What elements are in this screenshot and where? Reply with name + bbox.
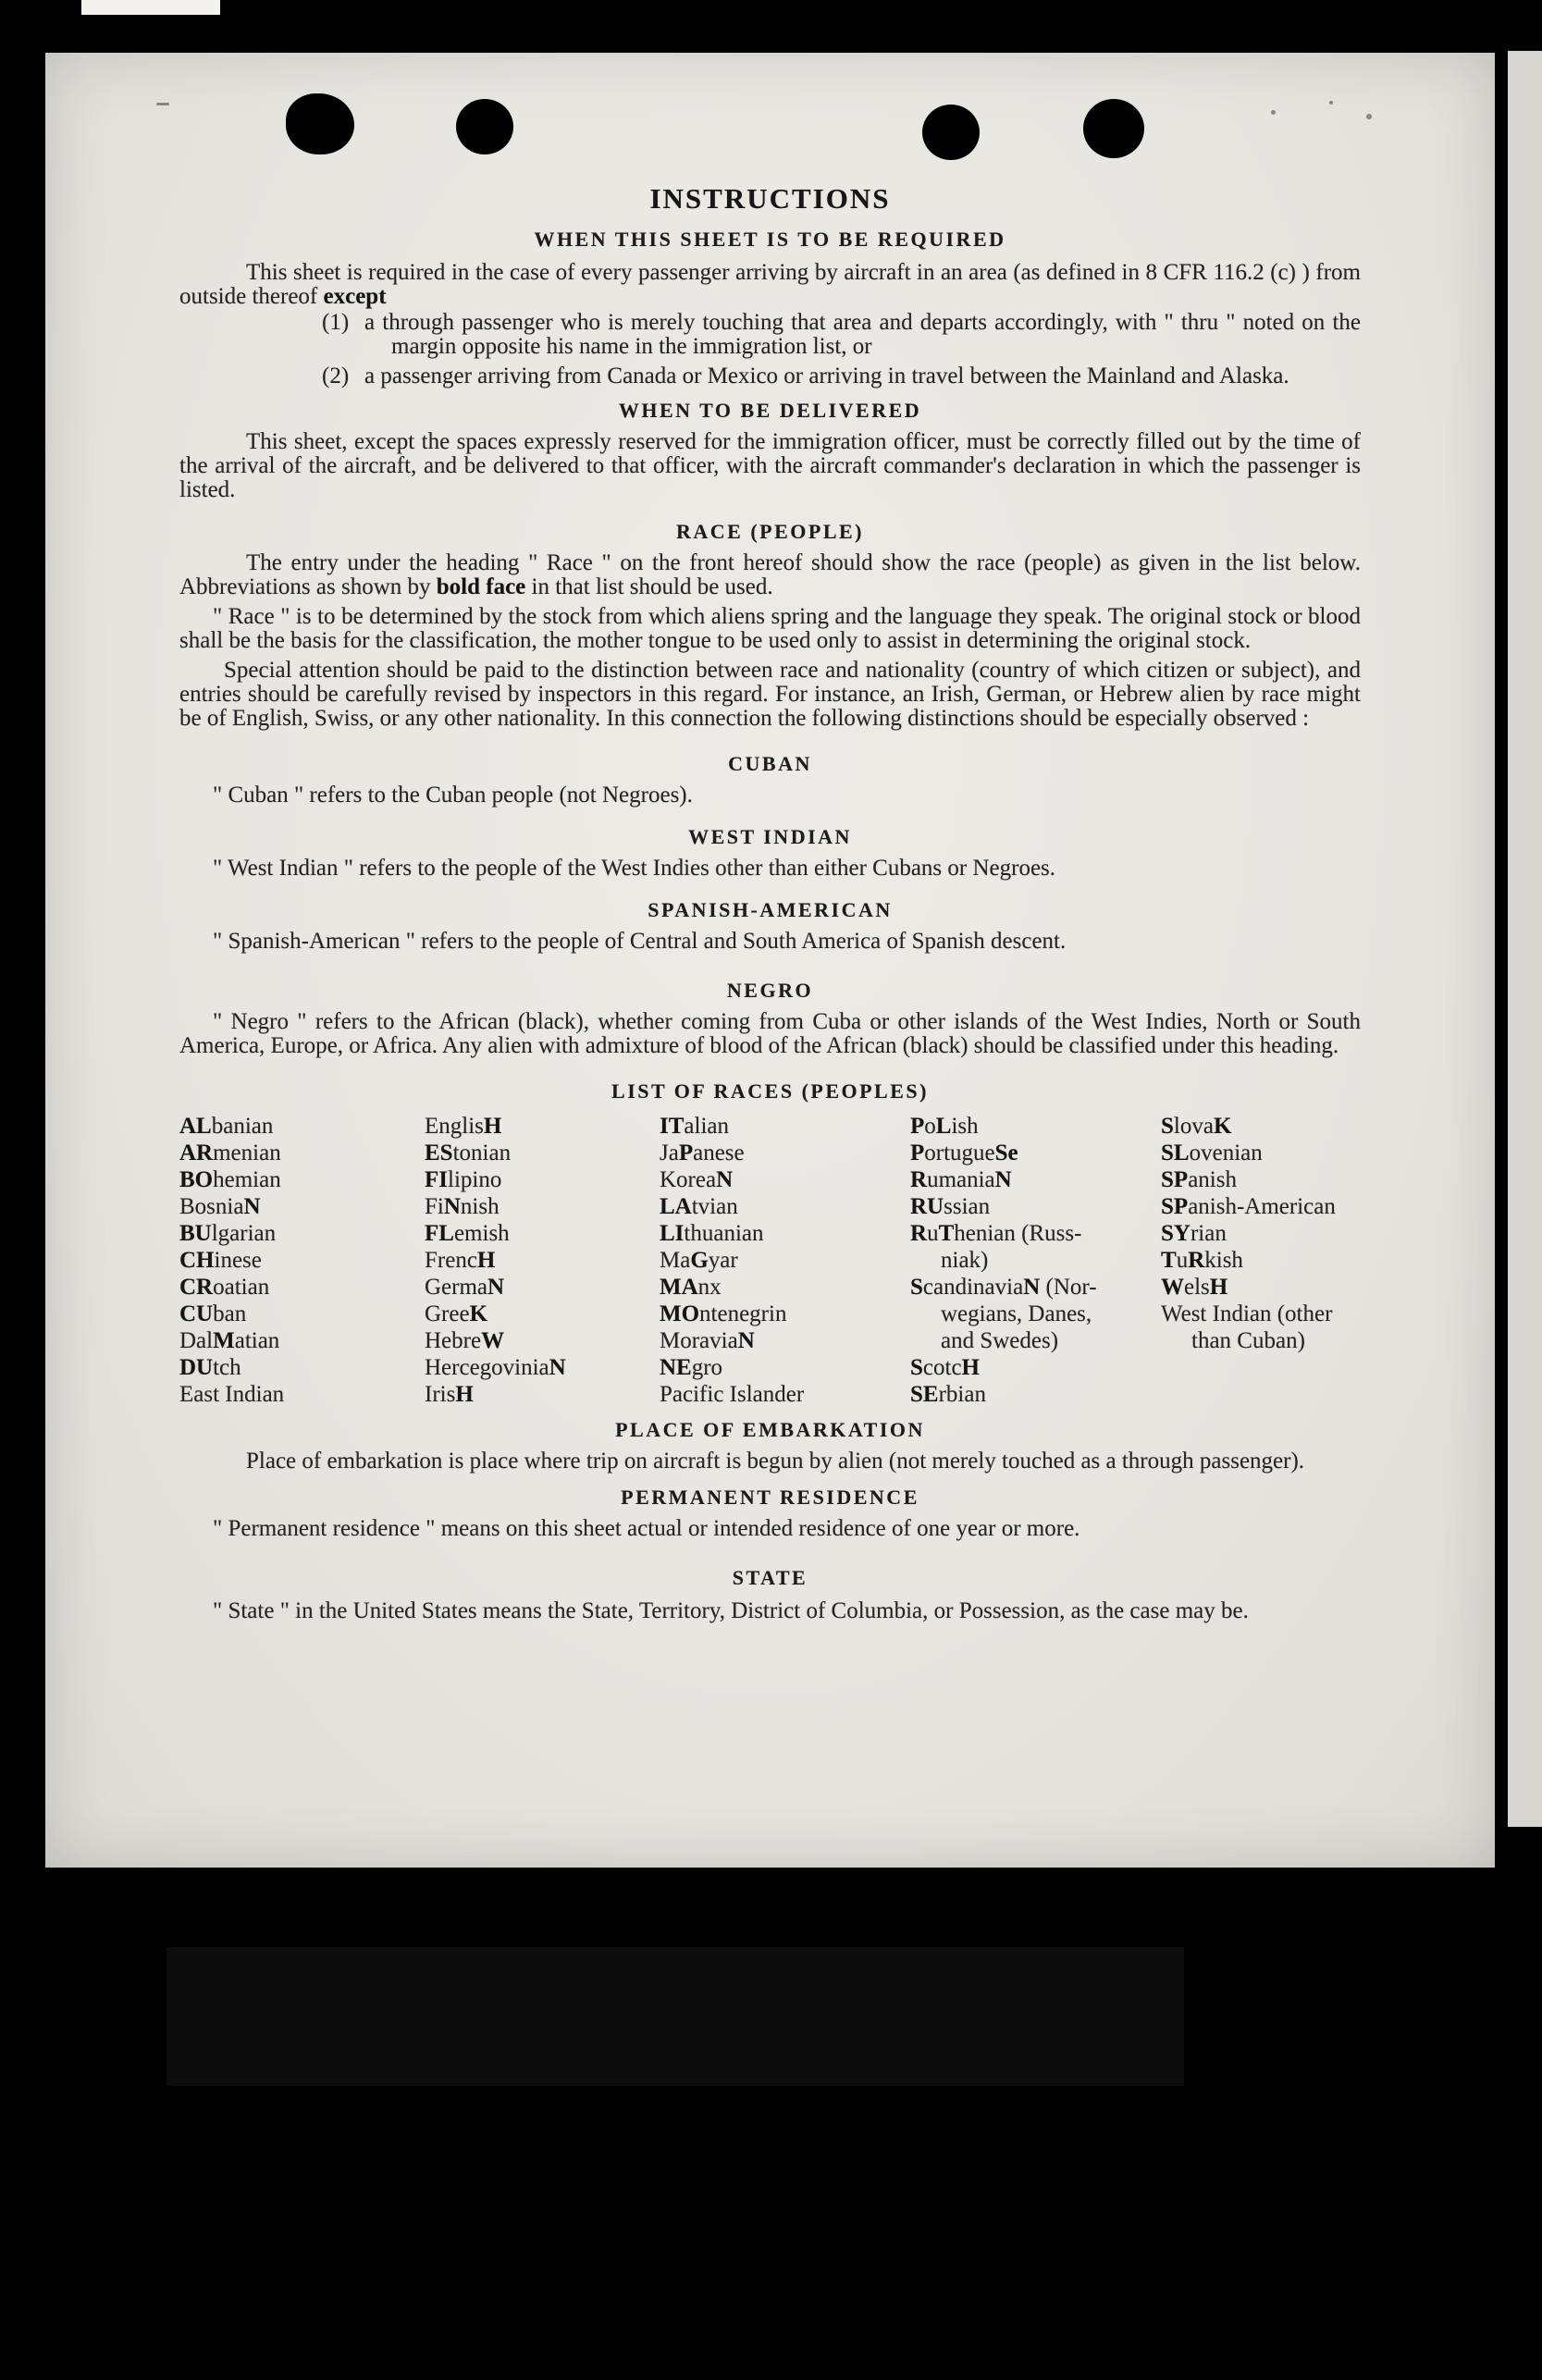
race-entry: RuThenian (Russ- [910, 1221, 1082, 1246]
race-entry: EnglisH [425, 1114, 502, 1139]
race-entry: MoraviaN [660, 1328, 755, 1353]
paragraph-embarkation: Place of embarkation is place where trip on aircraft is begun by alien (not merely touched as a through passenger). [246, 1449, 1305, 1474]
race-entry: BosniaN [179, 1194, 261, 1219]
race-entry: ARmenian [179, 1141, 281, 1165]
race-entry: MaGyar [660, 1248, 738, 1273]
race-entry: ScandinaviaN (Nor- [910, 1275, 1097, 1300]
race-entry: EStonian [425, 1141, 512, 1165]
section-heading-race: RACE (PEOPLE) [676, 520, 864, 543]
race-entry: CUban [179, 1301, 247, 1326]
paragraph-race-1: The entry under the heading " Race " on the front hereof should show the race (people) as given in the list below. Abbreviations as shown by bold face in that list should be used. [179, 550, 1361, 599]
race-entry: HercegoviniaN [425, 1355, 566, 1380]
race-entry: Pacific Islander [660, 1382, 805, 1407]
section-heading-when-delivered: WHEN TO BE DELIVERED [618, 399, 922, 422]
section-heading-residence: PERMANENT RESIDENCE [621, 1486, 919, 1509]
race-entry: RUssian [910, 1194, 991, 1219]
definition-body-spanish-american: " Spanish-American " refers to the people of Central and South America of Spanish descent. [213, 929, 1067, 954]
race-entry: FrencH [425, 1248, 496, 1273]
race-entry: FLemish [425, 1221, 510, 1246]
paragraph-when-delivered: This sheet, except the spaces expressly reserved for the immigration officer, must be correctly filled out by the time of the arrival of the aircraft, and be delivered to that officer, with the aircraft commander's declaration in which the passenger is listed. [179, 429, 1361, 502]
race-entry: IrisH [425, 1382, 474, 1407]
document-title: INSTRUCTIONS [649, 182, 891, 215]
race-entry: JaPanese [660, 1141, 745, 1165]
section-heading-state: STATE [732, 1566, 808, 1589]
race-entry: SLovenian [1161, 1141, 1263, 1165]
race-entry: SPanish-American [1161, 1194, 1336, 1219]
race-entry: CRoatian [179, 1275, 270, 1300]
race-entry: LIthuanian [660, 1221, 764, 1246]
race-entry: GermaN [425, 1275, 505, 1300]
paragraph-race-2: " Race " is to be determined by the stock from which aliens spring and the language they speak. The original stock or blood shall be the basis for the classification, the mother tongue to be used only to assist in determining the original stock. [179, 604, 1361, 653]
paragraph-race-3: Special attention should be paid to the distinction between race and nationality (country of which citizen or subject), and entries should be carefully revised by inspectors in this regard. For instance, an Irish, German, or Hebrew alien by race might be of English, Swiss, or any other nationality. In this connection the following distinctions should be especially observed : [179, 658, 1361, 731]
races-list [179, 1113, 1361, 1408]
definition-heading-negro: NEGRO [726, 979, 814, 1002]
definition-body-cuban: " Cuban " refers to the Cuban people (not Negroes). [213, 783, 693, 808]
races-column-5 [1161, 1113, 1361, 1408]
race-entry: SPanish [1161, 1167, 1237, 1192]
race-entry: SErbian [910, 1382, 986, 1407]
section-heading-embarkation: PLACE OF EMBARKATION [615, 1418, 925, 1441]
race-entry: MAnx [660, 1275, 722, 1300]
section-heading-list-of-races: LIST OF RACES (PEOPLES) [611, 1079, 929, 1103]
race-entry: niak) [941, 1248, 989, 1273]
race-entry: RumaniaN [910, 1167, 1012, 1192]
definition-heading-spanish-american: SPANISH-AMERICAN [648, 898, 893, 921]
race-entry: PortugueSe [910, 1141, 1018, 1165]
race-entry: BUlgarian [179, 1221, 277, 1246]
race-entry: LAtvian [660, 1194, 738, 1219]
race-entry: TuRkish [1161, 1248, 1243, 1273]
race-entry: PoLish [910, 1114, 979, 1139]
race-entry: SYrian [1161, 1221, 1227, 1246]
race-entry: ITalian [660, 1114, 729, 1139]
race-entry: KoreaN [660, 1167, 734, 1192]
races-column-4 [910, 1113, 1161, 1408]
race-entry: BOhemian [179, 1167, 281, 1192]
scan-speck [1366, 114, 1372, 119]
race-entry: than Cuban) [1191, 1328, 1305, 1353]
race-entry: NEgro [660, 1355, 723, 1380]
paragraph-when-required: This sheet is required in the case of every passenger arriving by aircraft in an area (as defined in 8 CFR 116.2 (c) ) from outside thereof except [179, 260, 1361, 309]
definition-body-west-indian: " West Indian " refers to the people of the West Indies other than either Cubans or Negroes. [213, 856, 1056, 881]
race-entry: HebreW [425, 1328, 505, 1353]
race-entry: SlovaK [1161, 1114, 1232, 1139]
definition-heading-cuban: CUBAN [728, 752, 812, 775]
race-entry: FIlipino [425, 1167, 502, 1192]
race-entry: FiNnish [425, 1194, 500, 1219]
list-item-1 [322, 310, 1361, 359]
race-entry: and Swedes) [941, 1328, 1059, 1353]
definition-body-negro: " Negro " refers to the African (black), whether coming from Cuba or other islands of the West Indies, North or South America, Europe, or Africa. Any alien with admixture of blood of the African (black) should be classified under this heading. [179, 1009, 1361, 1058]
section-heading-when-required: WHEN THIS SHEET IS TO BE REQUIRED [534, 228, 1006, 251]
race-entry: ALbanian [179, 1114, 274, 1139]
race-entry: ScotcH [910, 1355, 980, 1380]
item-number: (2) [322, 364, 350, 388]
document-page [45, 53, 1495, 1868]
race-entry: wegians, Danes, [941, 1301, 1092, 1326]
scan-speck [156, 103, 169, 105]
race-entry: DalMatian [179, 1328, 280, 1353]
scan-artifact [167, 1947, 1184, 2086]
race-entry: West Indian (other [1161, 1301, 1333, 1326]
paragraph-residence: " Permanent residence " means on this sheet actual or intended residence of one year or more. [213, 1516, 1080, 1541]
races-column-3 [660, 1113, 910, 1408]
definition-heading-west-indian: WEST INDIAN [688, 825, 852, 848]
race-entry: MOntenegrin [660, 1301, 787, 1326]
item-number: (1) [322, 310, 350, 335]
paragraph-state: " State " in the United States means the State, Territory, District of Columbia, or Possession, as the case may be. [213, 1598, 1249, 1623]
race-entry: WelsH [1161, 1275, 1228, 1300]
item-text: a through passenger who is merely touching that area and departs accordingly, with " thru " noted on the margin opposite his name in the immigration list, or [364, 310, 1361, 359]
race-entry: East Indian [179, 1382, 285, 1407]
race-entry: CHinese [179, 1248, 262, 1273]
race-entry: GreeK [425, 1301, 488, 1326]
race-entry: DUtch [179, 1355, 241, 1380]
list-item-2 [322, 364, 1361, 388]
adjacent-page-edge [1508, 51, 1542, 1827]
races-column-2 [425, 1113, 660, 1408]
item-text: a passenger arriving from Canada or Mexico or arriving in travel between the Mainland and Alaska. [364, 364, 1289, 388]
races-column-1 [179, 1113, 425, 1408]
adjacent-page-sliver [81, 0, 220, 15]
document-content [179, 53, 1361, 1623]
